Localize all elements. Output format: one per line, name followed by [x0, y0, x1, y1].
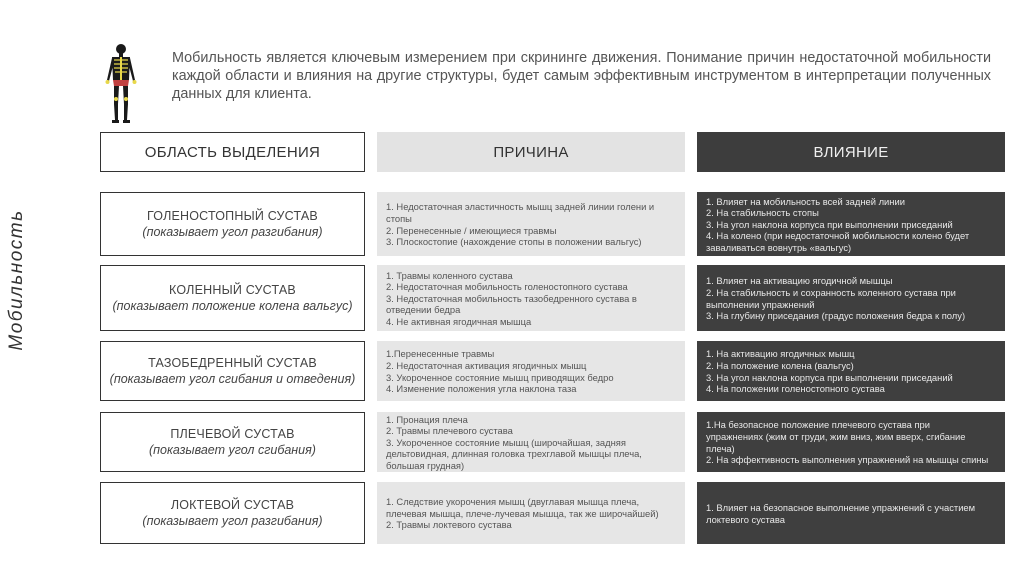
area-note: (показывает угол разгибания) — [142, 225, 323, 239]
row-cause-hip — [377, 341, 685, 401]
cause-text: 1. Травмы коленного сустава 2. Недостаточная мобильность голеностопного сустава 3. Недостаточная мобильность тазобедренного сустава в отведении бедра 4. Не активная ягодичная мышца — [386, 269, 637, 327]
impact-text: 1.На безопасное положение плечевого сустава при упражнениях (жим от груди, жим вниз, жим вверх, сгибание плеча) 2. На эффективность выполнения упражнений на мышцы спины — [706, 419, 989, 466]
intro-paragraph: Мобильность является ключевым измерением при скрининге движения. Понимание причин недостаточной мобильности каждой области и влияния на другие структуры, будет самым эффективным инструментом в интерпретации полученных данных для клиента. — [172, 50, 991, 102]
row-area-shoulder — [100, 412, 365, 472]
area-note: (показывает угол сгибания) — [149, 443, 316, 457]
row-area-hip — [100, 341, 365, 401]
impact-text: 1. Влияет на мобильность всей задней линии 2. На стабильность стопы 3. На угол наклона корпуса при выполнении приседаний 4. На колено (при недостаточной мобильности колено будет заваливаться вовнутрь «вальгус) — [706, 195, 970, 253]
row-impact-shoulder — [697, 412, 1005, 472]
area-note: (показывает угол разгибания) — [142, 514, 323, 528]
side-label-text: Мобильность — [6, 209, 27, 351]
row-impact-hip — [697, 341, 1005, 401]
side-label — [6, 200, 28, 360]
row-cause-ankle — [377, 192, 685, 256]
area-note: (показывает положение колена вальгус) — [112, 299, 353, 313]
cause-text: 1.Перенесенные травмы 2. Недостаточная активация ягодичных мышц 3. Укороченное состояние мышц приводящих бедро 4. Изменение положения угла наклона таза — [386, 348, 614, 395]
row-cause-shoulder — [377, 412, 685, 472]
impact-text: 1. Влияет на безопасное выполнение упражнений с участием локтевого сустава — [706, 501, 976, 525]
row-area-knee — [100, 265, 365, 331]
area-name: ГОЛЕНОСТОПНЫЙ СУСТАВ — [147, 209, 318, 223]
header-impact: ВЛИЯНИЕ — [697, 132, 1005, 172]
cause-text: 1. Недостаточная эластичность мышц задней линии голени и стопы 2. Перенесенные / имеющиеся травмы 3. Плоскостопие (нахождение стопы в положении вальгус) — [386, 201, 655, 248]
row-cause-knee — [377, 265, 685, 331]
header-cause: ПРИЧИНА — [377, 132, 685, 172]
row-cause-elbow — [377, 482, 685, 544]
impact-text: 1. На активацию ягодичных мышц 2. На положение колена (вальгус) 3. На угол наклона корпуса при выполнении приседаний 4. На положении голеностопного сустава — [706, 348, 953, 395]
row-impact-knee — [697, 265, 1005, 331]
row-impact-ankle — [697, 192, 1005, 256]
cause-text: 1. Пронация плеча 2. Травмы плечевого сустава 3. Укороченное состояние мышц (широчайшая, задняя дельтовидная, длинная головка трехглавой мышцы плеча, большая грудная) — [386, 413, 642, 471]
header-area: ОБЛАСТЬ ВЫДЕЛЕНИЯ — [100, 132, 365, 172]
area-name: КОЛЕННЫЙ СУСТАВ — [169, 283, 296, 297]
area-note: (показывает угол сгибания и отведения) — [109, 372, 356, 386]
skeleton-icon — [104, 42, 138, 124]
area-name: ТАЗОБЕДРЕННЫЙ СУСТАВ — [148, 356, 317, 370]
row-impact-elbow — [697, 482, 1005, 544]
row-area-elbow — [100, 482, 365, 544]
impact-text: 1. Влияет на активацию ягодичной мышцы 2. На стабильность и сохранность коленного сустава при выполнении упражнений 3. На глубину приседания (градус положения бедра к полу) — [706, 275, 966, 322]
area-name: ПЛЕЧЕВОЙ СУСТАВ — [170, 427, 295, 441]
cause-text: 1. Следствие укорочения мышц (двуглавая мышца плеча, плечевая мышца, плече-лучевая мышца, так же широчайшей) 2. Травмы локтевого сустава — [386, 496, 659, 531]
row-area-ankle — [100, 192, 365, 256]
area-name: ЛОКТЕВОЙ СУСТАВ — [170, 498, 295, 512]
